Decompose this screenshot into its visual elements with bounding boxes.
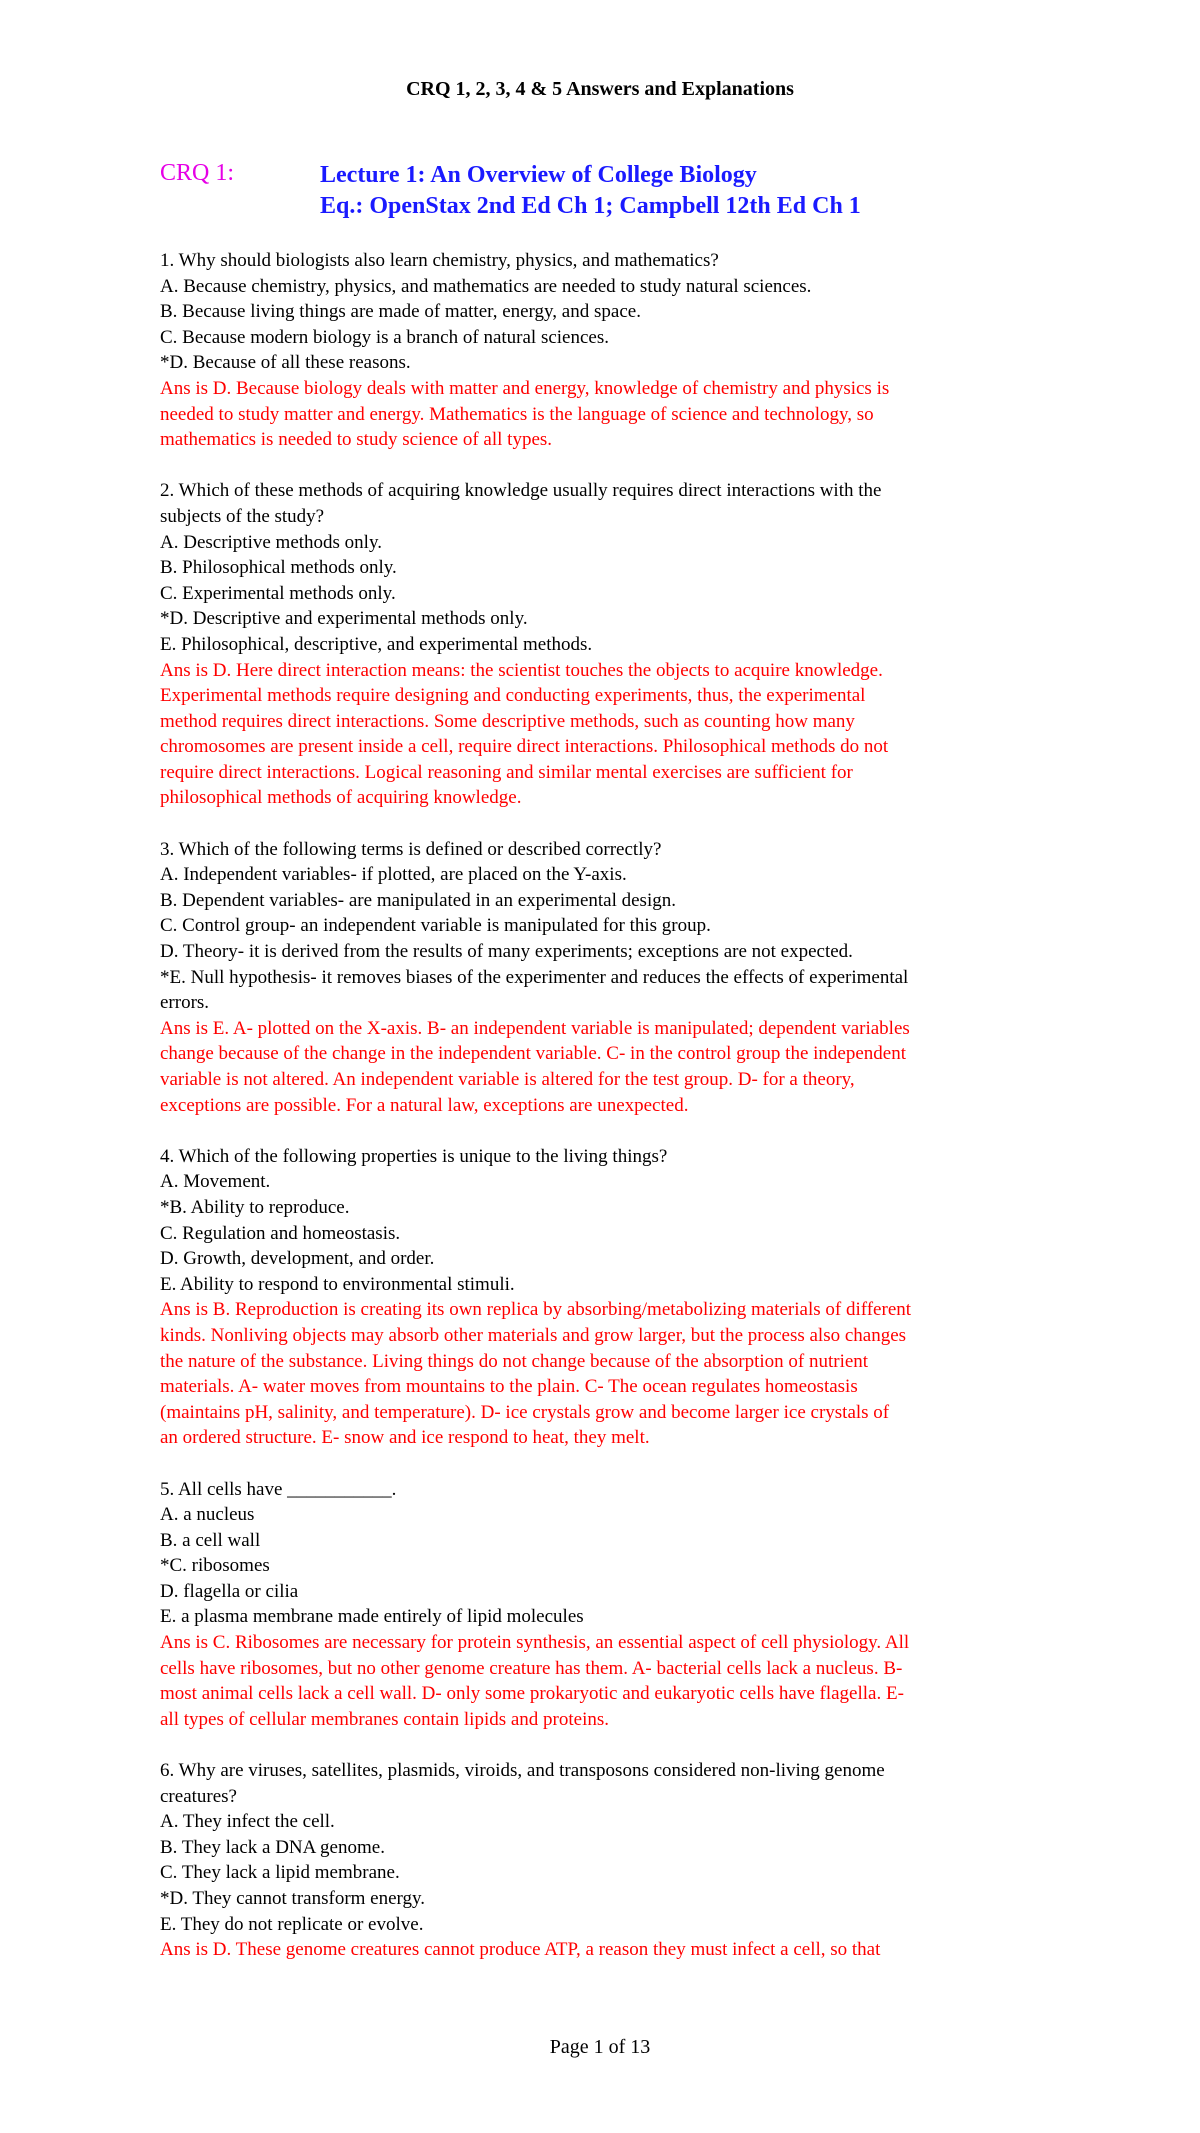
- answer-option: B. Because living things are made of matter, energy, and space.: [160, 301, 641, 323]
- question-stem-line: 4. Which of the following properties is unique to the living things?: [160, 1145, 668, 1167]
- question-stem-line: subjects of the study?: [160, 505, 325, 527]
- question-stem-line: 2. Which of these methods of acquiring knowledge usually requires direct interactions with the: [160, 480, 882, 502]
- answer-explanation-line: Ans is D. Because biology deals with matter and energy, knowledge of chemistry and physics is: [160, 377, 890, 399]
- question-stem-line: 1. Why should biologists also learn chemistry, physics, and mathematics?: [160, 250, 719, 271]
- answer-option: *D. They cannot transform energy.: [160, 1888, 426, 1909]
- question-stem-line: 3. Which of the following terms is defined or described correctly?: [160, 838, 662, 860]
- answer-option: A. Movement.: [160, 1171, 271, 1193]
- answer-explanation-line: variable is not altered. An independent variable is altered for the test group. D- for a theory,: [160, 1069, 855, 1090]
- question-block: [160, 248, 1060, 453]
- answer-explanation-line: cells have ribosomes, but no other genome creature has them. A- bacterial cells lack a nucleus. B-: [160, 1657, 903, 1679]
- answer-option: C. They lack a lipid membrane.: [160, 1862, 400, 1884]
- answer-option: D. flagella or cilia: [160, 1580, 299, 1602]
- answer-option: A. Independent variables- if plotted, are placed on the Y-axis.: [160, 864, 627, 886]
- answer-explanation-line: (maintains pH, salinity, and temperature). D- ice crystals grow and become larger ice crystals of: [160, 1401, 890, 1423]
- answer-option: A. They infect the cell.: [160, 1811, 335, 1833]
- answer-explanation-line: an ordered structure. E- snow and ice respond to heat, they melt.: [160, 1427, 650, 1449]
- page-title: CRQ 1, 2, 3, 4 & 5 Answers and Explanations: [406, 78, 794, 100]
- answer-option: *E. Null hypothesis- it removes biases of the experimenter and reduces the effects of experimental: [160, 966, 909, 988]
- answer-option: B. Dependent variables- are manipulated in an experimental design.: [160, 889, 676, 911]
- answer-option: *D. Because of all these reasons.: [160, 352, 411, 374]
- textbook-equivalent: Eq.: OpenStax 2nd Ed Ch 1; Campbell 12th Ed Ch 1: [320, 193, 861, 219]
- answer-explanation-line: Experimental methods require designing and conducting experiments, thus, the experimental: [160, 685, 866, 707]
- answer-option: A. Because chemistry, physics, and mathematics are needed to study natural sciences.: [160, 275, 812, 297]
- question-block: [160, 1758, 1060, 1963]
- answer-option: *D. Descriptive and experimental methods only.: [160, 608, 528, 630]
- question-block: [160, 1477, 1060, 1733]
- answer-explanation-line: Ans is C. Ribosomes are necessary for protein synthesis, an essential aspect of cell physiology. All: [160, 1632, 910, 1654]
- answer-option: A. a nucleus: [160, 1504, 255, 1526]
- answer-explanation-line: all types of cellular membranes contain lipids and proteins.: [160, 1708, 610, 1730]
- answer-explanation-line: most animal cells lack a cell wall. D- only some prokaryotic and eukaryotic cells have flagella. E-: [160, 1683, 904, 1705]
- answer-option: E. They do not replicate or evolve.: [160, 1913, 424, 1935]
- question-block: [160, 1144, 1060, 1451]
- answer-option: C. Experimental methods only.: [160, 582, 396, 604]
- answer-explanation-line: method requires direct interactions. Some descriptive methods, such as counting how many: [160, 710, 855, 732]
- answer-explanation-line: Ans is E. A- plotted on the X-axis. B- an independent variable is manipulated; dependent variables: [160, 1017, 910, 1039]
- answer-option: errors.: [160, 992, 210, 1014]
- answer-option: E. Philosophical, descriptive, and experimental methods.: [160, 633, 593, 655]
- crq-label: CRQ 1:: [160, 160, 235, 186]
- answer-option: B. Philosophical methods only.: [160, 557, 397, 579]
- question-stem-line: 6. Why are viruses, satellites, plasmids, viroids, and transposons considered non-living genome: [160, 1760, 885, 1782]
- answer-explanation-line: kinds. Nonliving objects may absorb other materials and grow larger, but the process also changes: [160, 1324, 907, 1346]
- answer-explanation-line: chromosomes are present inside a cell, require direct interactions. Philosophical methods do not: [160, 736, 889, 758]
- answer-explanation-line: Ans is D. These genome creatures cannot produce ATP, a reason they must infect a cell, so that: [160, 1939, 881, 1961]
- answer-option: D. Theory- it is derived from the results of many experiments; exceptions are not expected.: [160, 941, 853, 963]
- answer-explanation-line: Ans is B. Reproduction is creating its own replica by absorbing/metabolizing materials of different: [160, 1299, 912, 1321]
- page-footer: Page 1 of 13: [549, 2036, 651, 2058]
- answer-explanation-line: needed to study matter and energy. Mathematics is the language of science and technology, so: [160, 403, 874, 425]
- answer-explanation-line: philosophical methods of acquiring knowledge.: [160, 787, 522, 809]
- answer-option: A. Descriptive methods only.: [160, 531, 382, 553]
- answer-option: C. Control group- an independent variable is manipulated for this group.: [160, 915, 711, 937]
- answer-explanation-line: Ans is D. Here direct interaction means: the scientist touches the objects to acquire knowledge.: [160, 659, 883, 681]
- answer-option: C. Because modern biology is a branch of natural sciences.: [160, 326, 609, 348]
- question-stem-line: 5. All cells have ___________.: [160, 1478, 397, 1500]
- question-block: [160, 837, 1060, 1119]
- answer-option: E. Ability to respond to environmental stimuli.: [160, 1273, 515, 1295]
- answer-option: *B. Ability to reproduce.: [160, 1196, 350, 1218]
- answer-option: D. Growth, development, and order.: [160, 1248, 435, 1270]
- answer-explanation-line: exceptions are possible. For a natural law, exceptions are unexpected.: [160, 1094, 689, 1116]
- answer-option: B. They lack a DNA genome.: [160, 1836, 385, 1858]
- answer-option: C. Regulation and homeostasis.: [160, 1222, 401, 1244]
- answer-option: B. a cell wall: [160, 1529, 261, 1551]
- lecture-title: Lecture 1: An Overview of College Biology: [320, 162, 757, 188]
- crq-lecture-info: [320, 160, 861, 222]
- answer-explanation-line: require direct interactions. Logical reasoning and similar mental exercises are sufficient for: [160, 761, 853, 783]
- answer-explanation-line: mathematics is needed to study science of all types.: [160, 429, 553, 451]
- answer-option: *C. ribosomes: [160, 1555, 270, 1577]
- answer-explanation-line: the nature of the substance. Living things do not change because of the absorption of nutrient: [160, 1350, 869, 1372]
- question-block: [160, 478, 1060, 811]
- question-list: [160, 248, 1060, 1988]
- answer-explanation-line: change because of the change in the independent variable. C- in the control group the independent: [160, 1043, 907, 1065]
- answer-explanation-line: materials. A- water moves from mountains to the plain. C- The ocean regulates homeostasis: [160, 1376, 858, 1398]
- answer-option: E. a plasma membrane made entirely of lipid molecules: [160, 1606, 584, 1628]
- question-stem-line: creatures?: [160, 1785, 237, 1807]
